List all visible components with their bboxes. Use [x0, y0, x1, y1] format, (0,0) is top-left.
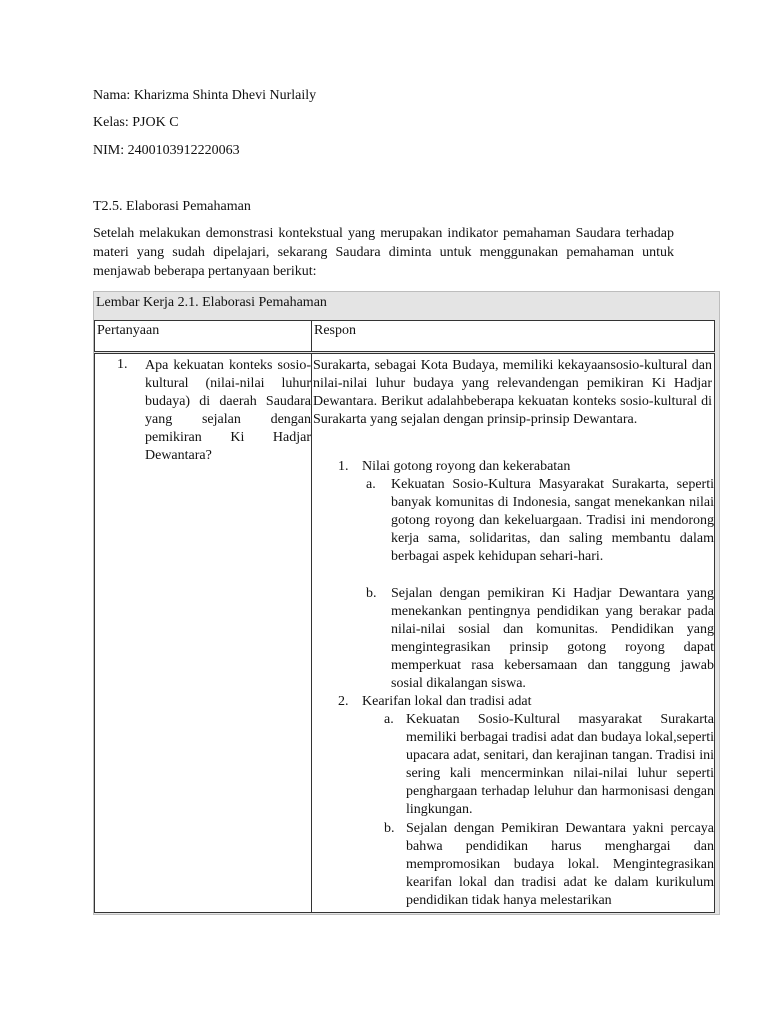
student-class: Kelas: PJOK C	[93, 115, 179, 130]
sub-letter: a.	[384, 712, 394, 727]
sub-text: Sejalan dengan Pemikiran Dewantara yakni percaya bahwa pendidikan harus menghargai dan mempromosikan budaya lokal. Mengintegrasikan kearifan lokal dan tradisi adat ke dalam kurikulum pendidikan tidak hanya melestarikan	[406, 821, 714, 908]
point-title: Kearifan lokal dan tradisi adat	[362, 694, 532, 709]
list-item	[366, 585, 714, 693]
sub-text: Kekuatan Sosio-Kultural masyarakat Surakarta memiliki berbagai tradisi adat dan budaya lokal,seperti upacara adat, senitari, dan kerajinan tangan. Tradisi ini sering kali mencerminkan nilai-nilai luhur seperti penghargaan terhadap leluhur dan harmonisasi dengan lingkungan.	[406, 712, 714, 817]
column-header-question: Pertanyaan	[97, 323, 160, 338]
sub-letter: a.	[366, 477, 376, 492]
list-item	[384, 711, 714, 819]
question-text: Apa kekuatan konteks sosio-kultural (nilai-nilai luhur budaya) di daerah Saudara yang sejalan dengan pemikiran Ki Hadjar Dewantara?	[145, 358, 311, 463]
list-item	[384, 820, 714, 910]
header-question-cell	[94, 320, 312, 352]
sub-text: Kekuatan Sosio-Kultura Masyarakat Surakarta, seperti banyak komunitas di Indonesia, sangat menekankan nilai gotong royong dan kekeluargaan. Tradisi ini mendorong kerja sama, solidaritas, dan saling membantu dalam berbagai aspek kehidupan sehari-hari.	[391, 477, 714, 564]
response-intro: Surakarta, sebagai Kota Budaya, memiliki kekayaansosio-kultural dan nilai-nilai luhur budaya yang relevandengan pemikiran Ki Hadjar Dewantara. Berikut adalahbeberapa kekuatan konteks sosio-kultural di Surakarta yang sejalan dengan prinsip-prinsip Dewantara.	[313, 358, 712, 427]
question-number: 1.	[117, 357, 128, 372]
point-title: Nilai gotong royong dan kekerabatan	[362, 459, 571, 474]
response-cell	[311, 353, 715, 913]
list-item	[338, 458, 570, 476]
list-item	[338, 693, 531, 711]
point-number: 1.	[338, 459, 349, 474]
sub-text: Sejalan dengan pemikiran Ki Hadjar Dewantara yang menekankan pentingnya pendidikan yang berakar pada nilai-nilai sosial dan komunitas. Pendidikan yang mengintegrasikan prinsip gotong royong dapat memperkuat rasa kebersamaan dan tanggung jawab sosial dikalangan siswa.	[391, 586, 714, 691]
question-cell	[94, 353, 312, 913]
section-title: T2.5. Elaborasi Pemahaman	[93, 199, 251, 214]
intro-paragraph: Setelah melakukan demonstrasi kontekstual yang merupakan indikator pemahaman Saudara terhadap materi yang sudah dipelajari, sekarang Saudara diminta untuk menggunakan pemahaman untuk menjawab beberapa pertanyaan berikut:	[93, 226, 674, 279]
student-name: Nama: Kharizma Shinta Dhevi Nurlaily	[93, 88, 317, 103]
header-response-cell	[311, 320, 715, 352]
list-item	[366, 476, 714, 566]
worksheet-title: Lembar Kerja 2.1. Elaborasi Pemahaman	[96, 295, 327, 310]
column-header-response: Respon	[314, 323, 356, 338]
sub-letter: b.	[366, 586, 377, 601]
point-number: 2.	[338, 694, 349, 709]
student-nim: NIM: 2400103912220063	[93, 143, 240, 158]
sub-letter: b.	[384, 821, 395, 836]
